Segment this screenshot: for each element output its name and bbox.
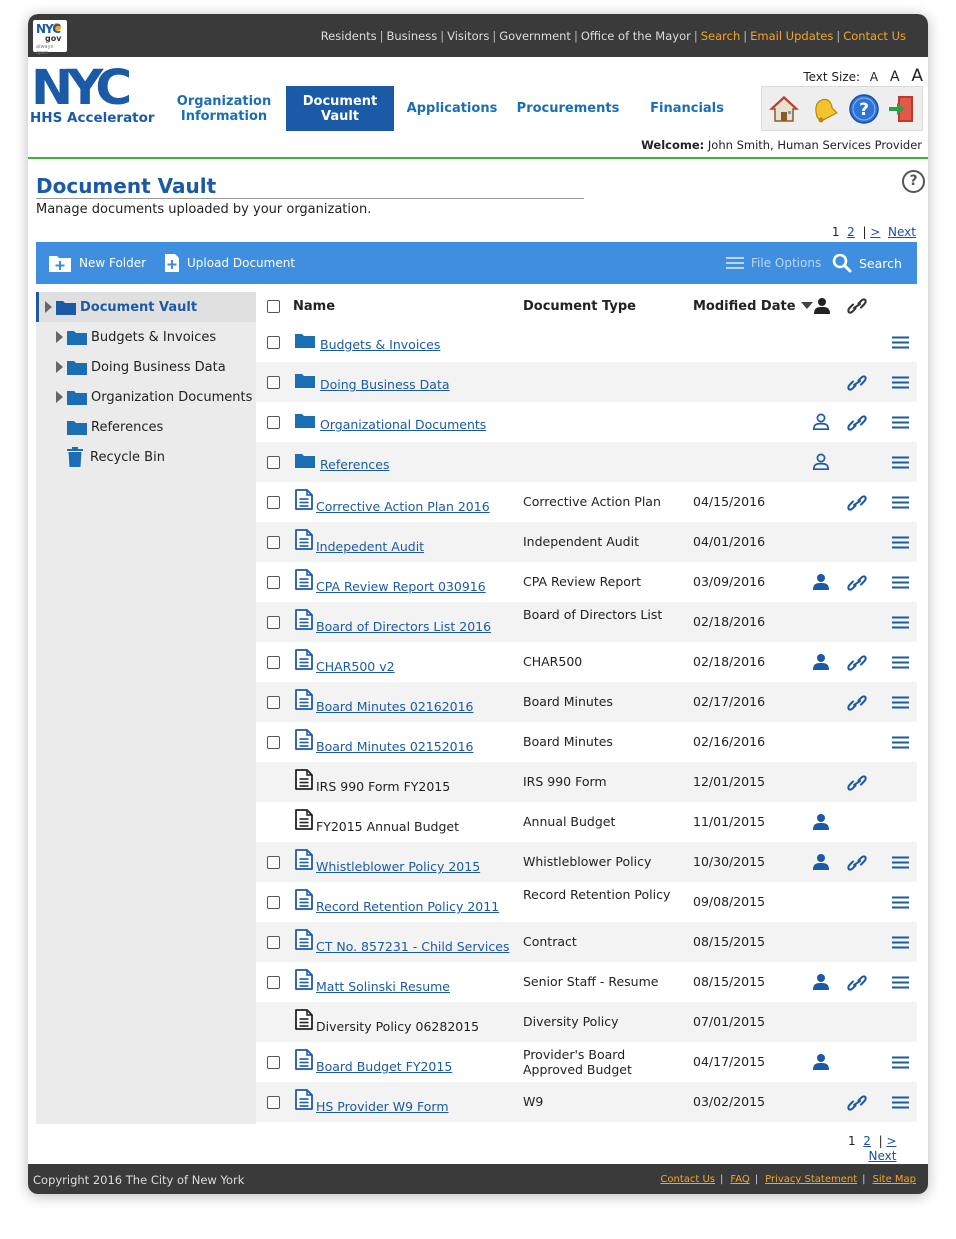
row-name-link[interactable]: CT No. 857231 - Child Services [316,939,510,954]
row-menu-icon[interactable] [892,856,909,872]
row-document-type: CHAR500 [523,654,583,669]
document-icon [295,769,316,793]
row-checkbox[interactable] [267,856,280,869]
folder-icon [67,390,87,405]
tab-organization-information[interactable]: Organization Information [164,86,284,131]
search-label: Search [859,255,902,271]
link-icon[interactable] [847,1094,867,1115]
document-icon [295,809,316,833]
row-document-type: Diversity Policy [523,1014,619,1029]
shared-user-icon[interactable] [812,573,830,594]
folder-icon [295,453,318,471]
title-underline [36,198,584,199]
row-document-type: Senior Staff - Resume [523,974,659,989]
row-checkbox[interactable] [267,936,280,949]
shared-user-icon[interactable] [812,853,830,874]
shared-user-icon[interactable] [812,973,830,994]
footer-link-faq[interactable]: FAQ [730,1174,750,1185]
search-button[interactable] [832,242,902,284]
row-modified-date: 03/02/2015 [693,1094,766,1109]
table-row[interactable] [256,362,917,402]
folder-icon [67,420,87,435]
document-icon [295,1049,316,1073]
tab-financials[interactable]: Financials [630,86,744,131]
link-icon[interactable] [847,374,867,395]
folder-icon [56,300,76,315]
tab-applications[interactable]: Applications [400,86,504,131]
row-name-link[interactable]: Board of Directors List 2016 [316,619,492,634]
row-document-type: Provider's Board Approved Budget [523,1047,632,1077]
header-divider [28,157,928,159]
folder-icon [67,330,87,345]
row-name-link[interactable]: CPA Review Report 030916 [316,579,486,594]
table-row[interactable] [256,762,917,802]
pager-current-page: 1 [831,225,840,239]
person-icon [813,297,831,315]
top-nav-email-updates[interactable]: Email Updates [750,29,834,43]
column-header-modified-label: Modified Date [693,299,796,314]
document-icon [295,689,316,713]
shared-user-outline-icon[interactable] [812,413,830,434]
row-modified-date: 04/01/2016 [693,534,766,549]
table-row[interactable] [256,842,917,882]
row-document-type: Board Minutes [523,694,613,709]
upload-document-label: Upload Document [187,256,296,270]
link-icon [847,297,867,315]
top-nav-separator: | [693,29,698,43]
row-document-type: Corrective Action Plan [523,494,661,509]
table-row[interactable] [256,522,917,562]
row-modified-date: 03/09/2016 [693,574,766,589]
row-modified-date: 07/01/2015 [693,1014,766,1029]
footer-separator: | [862,1174,866,1185]
row-name-link[interactable]: References [320,457,390,472]
tree-item-label: Recycle Bin [90,449,165,465]
document-icon [295,529,316,553]
tree-item-label: Document Vault [80,299,198,315]
document-icon [295,649,316,673]
logout-icon[interactable] [886,93,918,125]
file-options-button[interactable] [726,242,821,284]
row-name-link: FY2015 Annual Budget [316,819,459,834]
pager-next[interactable]: Next [888,225,916,239]
top-nav-separator: | [492,29,497,43]
text-size-medium[interactable]: A [889,69,900,85]
row-checkbox[interactable] [267,576,280,589]
document-icon [295,969,316,993]
row-checkbox[interactable] [267,1096,280,1109]
row-name-link[interactable]: Indepedent Audit [316,539,425,554]
row-name-link[interactable]: HS Provider W9 Form [316,1099,449,1114]
pager-bottom-next[interactable]: Next [868,1149,897,1163]
nyc-logo-text: NYC [31,60,126,116]
shared-user-icon[interactable] [812,813,830,834]
document-icon [295,889,316,913]
table-row[interactable] [256,682,917,722]
document-icon [295,849,316,873]
column-header-name[interactable]: Name [293,299,336,314]
row-modified-date: 08/15/2015 [693,934,766,949]
row-name-link[interactable]: Board Budget FY2015 [316,1059,453,1074]
upload-document-icon [164,253,180,273]
table-row[interactable] [256,802,917,842]
tree-item-label: Budgets & Invoices [91,329,217,345]
row-menu-icon[interactable] [892,896,909,912]
top-nav-residents[interactable]: Residents [320,29,377,43]
table-row[interactable] [256,562,917,602]
file-options-label: File Options [751,256,822,270]
row-modified-date: 12/01/2015 [693,774,766,789]
table-row[interactable] [256,962,917,1002]
tree-item-label: References [91,419,164,435]
row-document-type: W9 [523,1094,544,1109]
table-row[interactable] [256,722,917,762]
row-name-link[interactable]: Board Minutes 02152016 [316,739,474,754]
folder-icon [295,413,318,431]
header-icon-bar [761,86,923,131]
help-icon[interactable] [848,93,880,125]
pager-separator: | [862,225,867,239]
top-nav-contact-us[interactable]: Contact Us [843,29,906,43]
document-toolbar [36,242,917,284]
table-row[interactable] [256,402,917,442]
row-name-link[interactable]: Whistleblower Policy 2015 [316,859,481,874]
column-header-document-type[interactable]: Document Type [523,299,636,314]
row-menu-icon[interactable] [892,496,909,512]
row-document-type: Board of Directors List [523,607,663,622]
row-modified-date: 02/18/2016 [693,654,766,669]
home-icon[interactable] [768,93,800,125]
table-header [256,292,917,322]
row-menu-icon[interactable] [892,376,909,392]
row-checkbox[interactable] [267,456,280,469]
row-checkbox[interactable] [267,336,280,349]
pager-bottom-next-arrow[interactable]: > [886,1134,897,1148]
row-menu-icon[interactable] [892,456,909,472]
page-subtitle: Manage documents uploaded by your organization. [36,202,372,217]
row-menu-icon[interactable] [892,336,909,352]
table-row[interactable] [256,482,917,522]
document-icon [295,1009,316,1033]
folder-icon [67,360,87,375]
table-row[interactable] [256,442,917,482]
pager-bottom-separator: | [878,1134,883,1148]
text-size-small[interactable]: A [869,70,879,84]
new-folder-label: New Folder [79,256,147,270]
top-nav-business[interactable]: Business [386,29,438,43]
row-menu-icon[interactable] [892,1056,909,1072]
row-menu-icon[interactable] [892,736,909,752]
table-row[interactable] [256,1082,917,1122]
row-checkbox[interactable] [267,696,280,709]
row-name-link[interactable]: Corrective Action Plan 2016 [316,499,490,514]
document-icon [295,1089,316,1113]
row-name-link[interactable]: Matt Solinski Resume [316,979,450,994]
text-size-control [803,66,923,86]
top-nav-government[interactable]: Government [499,29,571,43]
table-row[interactable] [256,1042,917,1082]
row-name-link[interactable]: CHAR500 v2 [316,659,395,674]
tree-item-label: Doing Business Data [91,359,226,375]
row-modified-date: 04/17/2015 [693,1054,766,1069]
row-name-link: Diversity Policy 06282015 [316,1019,480,1034]
row-modified-date: 11/01/2015 [693,814,766,829]
row-menu-icon[interactable] [892,936,909,952]
upload-document-button[interactable] [164,242,295,284]
folder-tree [36,292,256,1124]
folder-icon [295,333,318,351]
link-icon[interactable] [847,414,867,435]
row-name-link[interactable]: Organizational Documents [320,417,487,432]
row-modified-date: 08/15/2015 [693,974,766,989]
row-document-type: IRS 990 Form [523,774,607,789]
row-menu-icon[interactable] [892,536,909,552]
row-modified-date: 10/30/2015 [693,854,766,869]
gov-logo-text: NYC [36,22,61,36]
row-document-type: Record Retention Policy [523,887,671,902]
row-name-link[interactable]: Board Minutes 02162016 [316,699,474,714]
footer-separator: | [720,1174,724,1185]
search-icon [832,253,852,273]
bell-icon[interactable] [807,93,839,125]
link-icon[interactable] [847,494,867,515]
footer-link-contact-us[interactable]: Contact Us [660,1174,715,1185]
row-name-link[interactable]: Record Retention Policy 2011 [316,899,500,914]
top-nav-search[interactable]: Search [700,29,741,43]
gov-logo-tagline: always open [36,44,54,56]
row-name-link[interactable]: Budgets & Invoices [320,337,441,352]
row-checkbox[interactable] [267,496,280,509]
top-nav-visitors[interactable]: Visitors [447,29,490,43]
document-icon [295,489,316,513]
column-header-shared [813,297,831,319]
app-window [28,14,928,1194]
pager-page-2[interactable]: 2 [847,225,855,239]
top-nav-separator: | [379,29,384,43]
row-document-type: Independent Audit [523,534,639,549]
document-icon [295,569,316,593]
row-document-type: Whistleblower Policy [523,854,652,869]
row-checkbox[interactable] [267,416,280,429]
row-checkbox[interactable] [267,616,280,629]
hhs-logo[interactable] [28,60,160,126]
document-icon [295,609,316,633]
row-name-link[interactable]: Doing Business Data [320,377,450,392]
row-modified-date: 04/15/2016 [693,494,766,509]
select-all-checkbox[interactable] [267,300,280,313]
row-modified-date: 02/18/2016 [693,614,766,629]
tree-item-recycle-bin[interactable] [36,442,256,472]
column-header-link [847,297,867,319]
row-document-type: Annual Budget [523,814,616,829]
expand-arrow-icon[interactable] [56,361,63,373]
footer-copyright: Copyright 2016 The City of New York [33,1173,245,1187]
folder-icon [295,373,318,391]
svg-text:?: ? [859,100,869,120]
pager-top [832,225,916,239]
row-menu-icon[interactable] [892,616,909,632]
top-nav-separator: | [743,29,748,43]
row-menu-icon[interactable] [892,416,909,432]
shared-user-icon[interactable] [812,653,830,674]
welcome-message [641,138,922,152]
top-nav-separator: | [440,29,445,43]
row-menu-icon[interactable] [892,976,909,992]
expand-arrow-icon[interactable] [45,301,52,313]
table-row[interactable] [256,1002,917,1042]
table-row[interactable] [256,642,917,682]
row-checkbox[interactable] [267,736,280,749]
row-name-link: IRS 990 Form FY2015 [316,779,451,794]
row-modified-date: 09/08/2015 [693,894,766,909]
pager-bottom-current-page: 1 [848,1134,856,1148]
table-row[interactable] [256,602,917,642]
text-size-large[interactable]: A [911,66,923,86]
row-checkbox[interactable] [267,536,280,549]
row-document-type: Contract [523,934,577,949]
row-menu-icon[interactable] [892,696,909,712]
footer-separator: | [754,1174,759,1185]
nyc-top-bar [28,14,928,57]
trash-icon [67,447,83,467]
row-checkbox[interactable] [267,896,280,909]
tree-item-label: Organization Documents [91,389,253,405]
new-folder-button[interactable] [48,242,146,284]
document-icon [295,929,316,953]
new-folder-icon [48,253,72,273]
top-nav-office-of-the-mayor[interactable]: Office of the Mayor [580,29,691,43]
gov-logo-subtext: gov [45,34,62,43]
top-nav [321,29,906,43]
expand-arrow-icon[interactable] [56,331,63,343]
tab-document-vault[interactable]: Document Vault [286,86,394,131]
menu-icon [726,256,744,270]
link-icon[interactable] [847,694,867,715]
row-menu-icon[interactable] [892,1096,909,1112]
shared-user-icon[interactable] [812,1053,830,1074]
table-row[interactable] [256,922,917,962]
page-help-icon[interactable]: ? [902,170,925,193]
table-row[interactable] [256,322,917,362]
link-icon[interactable] [847,574,867,595]
top-nav-separator: | [836,29,841,43]
row-document-type: Board Minutes [523,734,613,749]
row-menu-icon[interactable] [892,656,909,672]
tree-item-references[interactable] [36,412,256,442]
tab-procurements[interactable]: Procurements [512,86,624,131]
pager-bottom [848,1134,897,1164]
row-checkbox[interactable] [267,1056,280,1069]
link-icon[interactable] [847,854,867,875]
tree-item-document-vault[interactable] [36,292,256,322]
welcome-user: John Smith, Human Services Provider [707,138,922,152]
row-checkbox[interactable] [267,376,280,389]
app-name: HHS Accelerator [30,110,155,126]
footer [28,1164,928,1194]
nyc-gov-logo[interactable] [33,20,67,56]
expand-arrow-icon[interactable] [56,391,63,403]
row-modified-date: 02/17/2016 [693,694,766,709]
row-checkbox[interactable] [267,976,280,989]
page-title: Document Vault [36,174,217,198]
footer-links [660,1174,916,1185]
link-icon[interactable] [847,774,867,795]
top-nav-separator: | [573,29,578,43]
document-icon [295,729,316,753]
tree-item-budgets-invoices[interactable] [36,322,256,352]
pager-next-arrow[interactable]: > [870,225,881,239]
footer-link-site-map[interactable]: Site Map [872,1174,916,1185]
tree-item-doing-business-data[interactable] [36,352,256,382]
table-row[interactable] [256,882,917,922]
link-icon[interactable] [847,974,867,995]
footer-link-privacy-statement[interactable]: Privacy Statement [765,1174,858,1185]
row-modified-date: 02/16/2016 [693,734,766,749]
link-icon[interactable] [847,654,867,675]
row-document-type: CPA Review Report [523,574,641,589]
text-size-label: Text Size: [803,70,861,84]
tree-item-organization-documents[interactable] [36,382,256,412]
pager-bottom-page-2[interactable]: 2 [863,1134,871,1148]
sort-desc-icon [801,302,813,310]
welcome-label: Welcome: [641,138,705,152]
column-header-modified-date[interactable] [693,299,813,314]
row-checkbox[interactable] [267,656,280,669]
shared-user-outline-icon[interactable] [812,453,830,474]
row-menu-icon[interactable] [892,576,909,592]
